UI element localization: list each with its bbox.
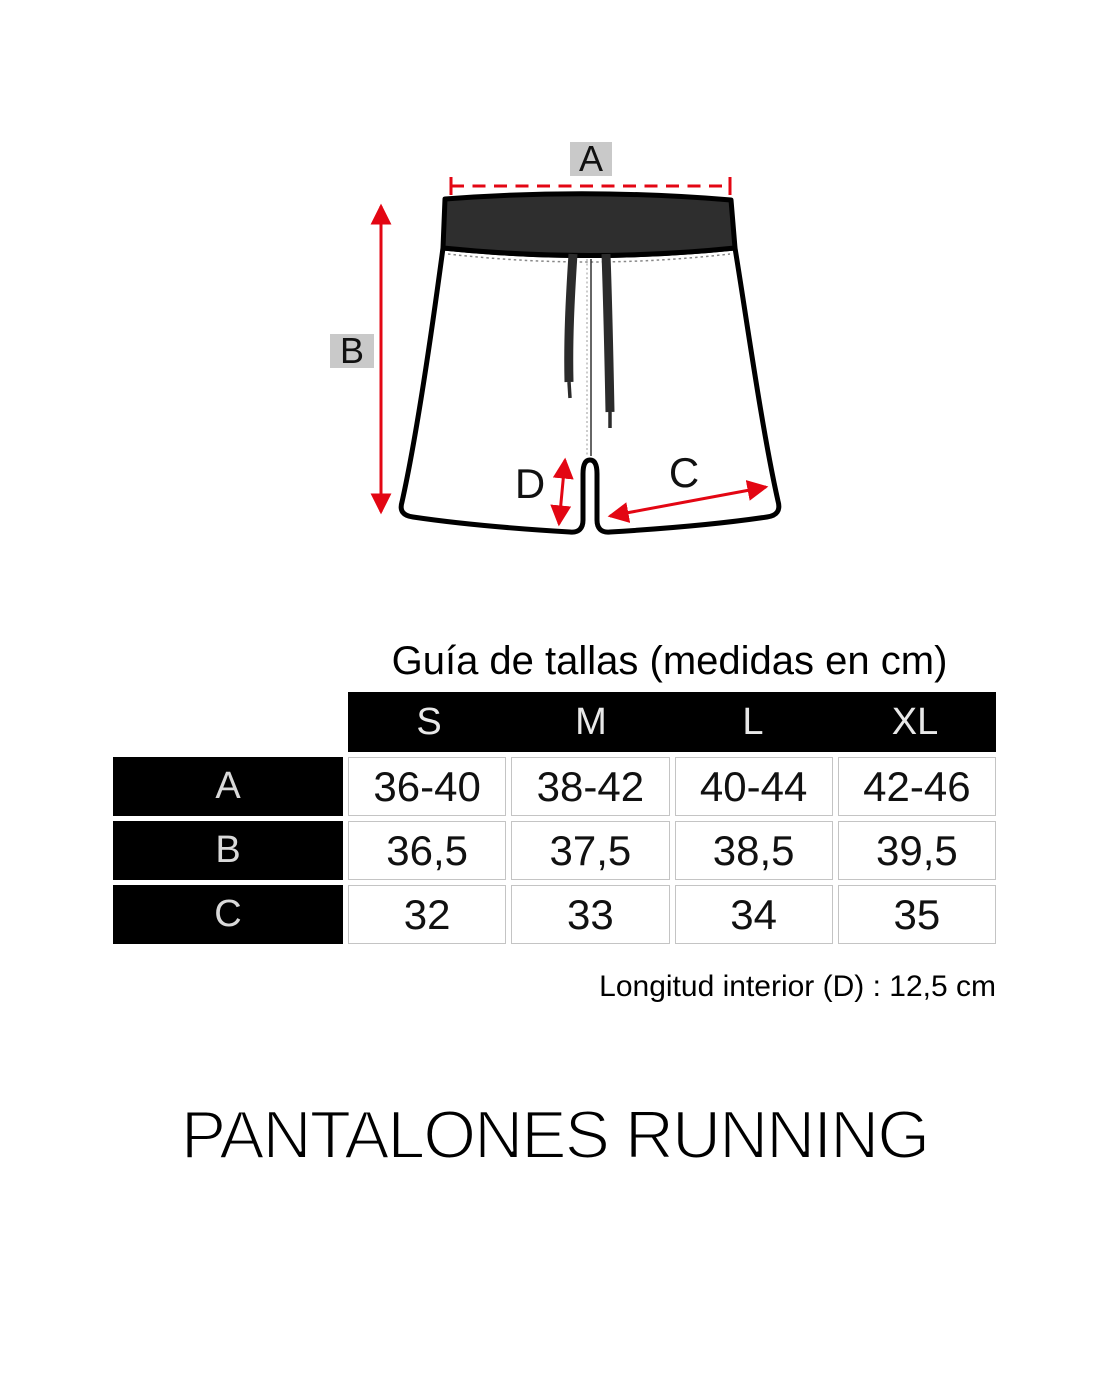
shorts-diagram xyxy=(320,130,800,550)
shorts-body xyxy=(401,248,779,532)
col-header-m: M xyxy=(575,700,607,743)
label-b: B xyxy=(339,330,365,371)
cell-b-l: 38,5 xyxy=(675,821,833,880)
drawstring-left xyxy=(569,254,573,382)
inner-length-note: Longitud interior (D) : 12,5 cm xyxy=(599,970,996,1003)
label-d: D xyxy=(514,460,546,507)
cell-a-s: 36-40 xyxy=(348,757,506,816)
label-a: A xyxy=(578,138,604,179)
cell-b-s: 36,5 xyxy=(348,821,506,880)
size-guide-title: Guía de tallas (medidas en cm) xyxy=(391,639,948,683)
cell-a-m: 38-42 xyxy=(511,757,669,816)
drawstring-left-tip xyxy=(569,382,570,398)
col-header-xl: XL xyxy=(891,700,939,743)
cell-b-m: 37,5 xyxy=(511,821,669,880)
row-label-c: C xyxy=(113,885,343,944)
waistband xyxy=(443,194,735,256)
drawstring-right xyxy=(606,254,610,412)
col-header-s: S xyxy=(416,700,442,743)
row-label-a: A xyxy=(113,757,343,816)
col-header-l: L xyxy=(742,700,764,743)
cell-a-xl: 42-46 xyxy=(838,757,996,816)
size-table-header xyxy=(348,692,996,752)
cell-c-m: 33 xyxy=(511,885,669,944)
cell-c-l: 34 xyxy=(675,885,833,944)
cell-c-s: 32 xyxy=(348,885,506,944)
product-title: PANTALONES RUNNING xyxy=(180,1097,929,1173)
cell-a-l: 40-44 xyxy=(675,757,833,816)
table-corner-spacer xyxy=(113,692,343,752)
size-table xyxy=(113,692,996,944)
label-c: C xyxy=(668,449,700,496)
row-label-b: B xyxy=(113,821,343,880)
cell-b-xl: 39,5 xyxy=(838,821,996,880)
cell-c-xl: 35 xyxy=(838,885,996,944)
